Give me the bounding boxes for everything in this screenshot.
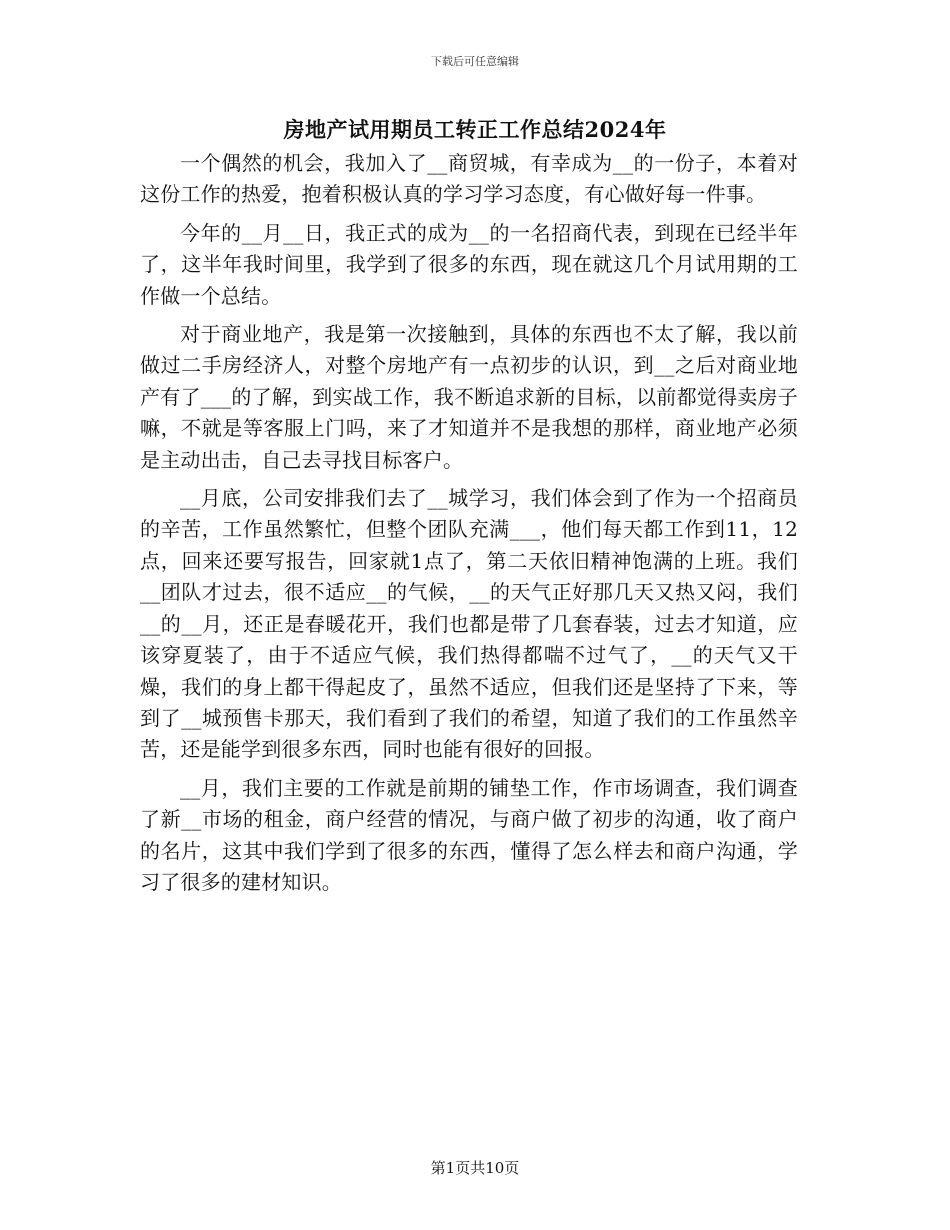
paragraph: 今年的__月__日，我正式的成为__的一名招商代表，到现在已经半年了，这半年我时间里，我学到了很多的东西，现在就这几个月试用期的工作做一个总结。 bbox=[140, 220, 798, 308]
page-number: 第1页共10页 bbox=[430, 1159, 520, 1177]
paragraph: __月，我们主要的工作就是前期的铺垫工作，作市场调查，我们调查了新__市场的租金，商户经营的情况，与商户做了初步的沟通，收了商户的名片，这其中我们学到了很多的东西，懂得了怎么样去和商户沟通，学习了很多的建材知识。 bbox=[140, 775, 798, 894]
header-note: 下载后可任意编辑 bbox=[431, 55, 519, 68]
paragraph: __月底，公司安排我们去了__城学习，我们体会到了作为一个招商员的辛苦，工作虽然繁忙，但整个团队充满___，他们每天都工作到11，12点，回来还要写报告，回家就1点了，第二天依旧精神饱满的上班。我们__团队才过去，很不适应__的气候，__的天气正好那几天又热又闷，我们__的__月，还正是春暖花开，我们也都是带了几套春装，过去才知道，应该穿夏装了，由于不适应气候，我们热得都喘不过气了，__的天气又干燥，我们的身上都干得起皮了，虽然不适应，但我们还是坚持了下来，等到了__城预售卡那天，我们看到了我们的希望，知道了我们的工作虽然辛苦，还是能学到很多东西，同时也能有很好的回报。 bbox=[140, 486, 798, 762]
document-title: 房地产试用期员工转正工作总结2024年 bbox=[283, 117, 667, 142]
document-body bbox=[140, 148, 798, 905]
paragraph: 一个偶然的机会，我加入了__商贸城，有幸成为__的一份子，本着对这份工作的热爱，抱着积极认真的学习学习态度，有心做好每一件事。 bbox=[140, 151, 798, 207]
paragraph: 对于商业地产，我是第一次接触到，具体的东西也不太了解，我以前做过二手房经济人，对整个房地产有一点初步的认识，到__之后对商业地产有了___的了解，到实战工作，我不断追求新的目标，以前都觉得卖房子嘛，不就是等客服上门吗，来了才知道并不是我想的那样，商业地产必须是主动出击，自己去寻找目标客户。 bbox=[140, 322, 798, 472]
